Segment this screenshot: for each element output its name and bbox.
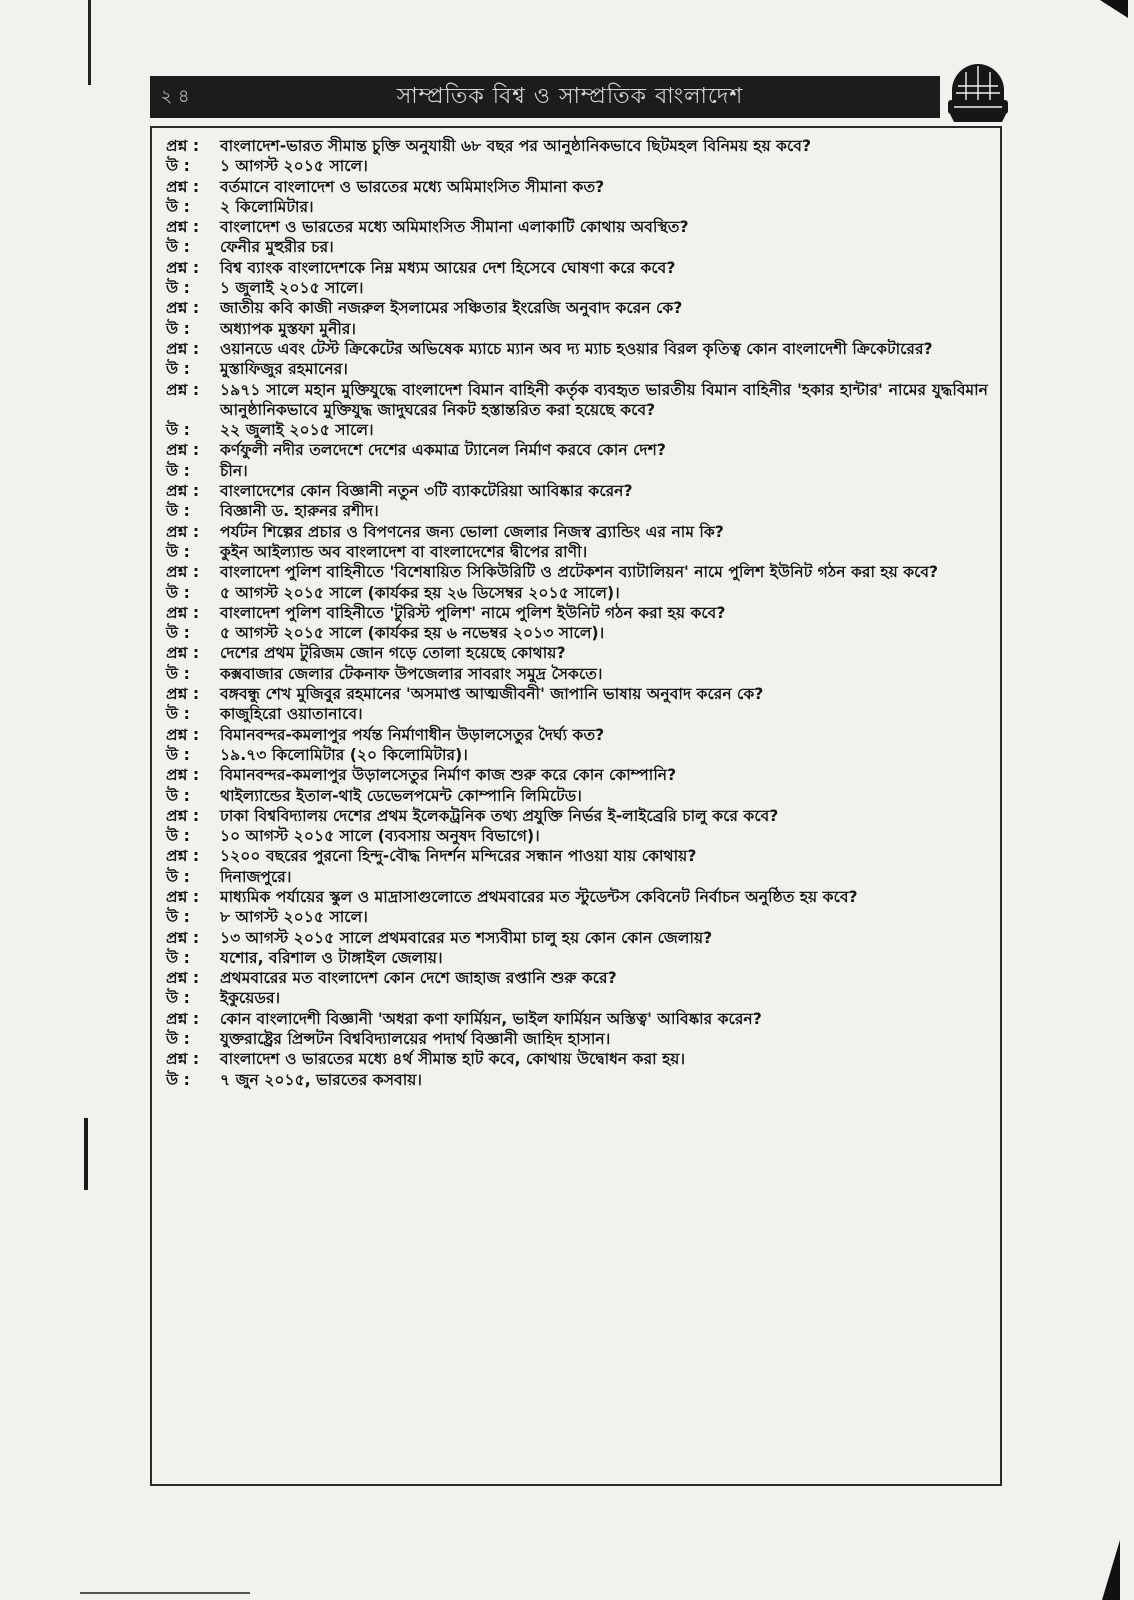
- question-label: প্রশ্ন :: [166, 725, 200, 744]
- question-row: [158, 968, 990, 988]
- question-row: [158, 481, 990, 501]
- answer-label: উ :: [166, 786, 190, 805]
- answer-label: উ :: [166, 360, 190, 379]
- answer-label: উ :: [166, 1030, 190, 1049]
- question-label: প্রশ্ন :: [166, 482, 200, 501]
- question-label: প্রশ্ন :: [166, 806, 200, 825]
- answer-label: উ :: [166, 664, 190, 683]
- question-row: [158, 177, 990, 197]
- question-row: [158, 339, 990, 359]
- answer-label: উ :: [166, 908, 190, 927]
- answer-row: [158, 420, 990, 440]
- scan-edge-mark: [84, 1118, 88, 1190]
- answer-row: [158, 867, 990, 887]
- answer-row: [158, 826, 990, 846]
- answer-row: [158, 988, 990, 1008]
- question-text: বাংলাদেশ পুলিশ বাহিনীতে 'বিশেষায়িত সিকিউরিটি ও প্রটেকশন ব্যাটালিয়ন' নামে পুলিশ ইউনিট গঠন করা হয় কবে?: [220, 563, 939, 582]
- question-text: বাংলাদেশ পুলিশ বাহিনীতে 'টুরিস্ট পুলিশ' নামে পুলিশ ইউনিট গঠন করা হয় কবে?: [220, 603, 726, 622]
- question-label: প্রশ্ন :: [166, 847, 200, 866]
- question-text: বাংলাদেশ ও ভারতের মধ্যে অমিমাংসিত সীমানা এলাকাটি কোথায় অবস্থিত?: [220, 218, 689, 237]
- answer-label: উ :: [166, 745, 190, 764]
- answer-row: [158, 623, 990, 643]
- question-label: প্রশ্ন :: [166, 928, 200, 947]
- answer-text: যুক্তরাষ্ট্রের প্রিন্সটন বিশ্ববিদ্যালয়ের পদার্থ বিজ্ঞানী জাহিদ হাসান।: [220, 1030, 611, 1049]
- question-row: [158, 298, 990, 318]
- question-text: মাধ্যমিক পর্যায়ের স্কুল ও মাদ্রাসাগুলোতে প্রথমবারের মত স্টুডেন্টস কেবিনেট নির্বাচন অনুষ্ঠিত হয় কবে?: [220, 887, 858, 906]
- question-row: [158, 643, 990, 663]
- answer-row: [158, 907, 990, 927]
- answer-text: অধ্যাপক মুস্তফা মুনীর।: [220, 319, 357, 338]
- question-label: প্রশ্ন :: [166, 339, 200, 358]
- question-row: [158, 765, 990, 785]
- question-row: [158, 928, 990, 948]
- question-text: ১২০০ বছরের পুরনো হিন্দু-বৌদ্ধ নিদর্শন মন্দিরের সন্ধান পাওয়া যায় কোথায়?: [220, 847, 697, 866]
- question-row: [158, 136, 990, 156]
- question-row: [158, 217, 990, 237]
- answer-text: ইকুয়েডর।: [220, 989, 281, 1008]
- answer-row: [158, 1070, 990, 1090]
- answer-label: উ :: [166, 421, 190, 440]
- question-label: প্রশ্ন :: [166, 766, 200, 785]
- answer-label: উ :: [166, 461, 190, 480]
- question-label: প্রশ্ন :: [166, 887, 200, 906]
- question-label: প্রশ্ন :: [166, 1009, 200, 1028]
- answer-row: [158, 745, 990, 765]
- question-text: ঢাকা বিশ্ববিদ্যালয় দেশের প্রথম ইলেকট্রনিক তথ্য প্রযুক্তি নির্ভর ই-লাইব্রেরি চালু করে কবে?: [220, 806, 779, 825]
- question-label: প্রশ্ন :: [166, 258, 200, 277]
- answer-label: উ :: [166, 948, 190, 967]
- answer-text: ৮ আগস্ট ২০১৫ সালে।: [220, 908, 368, 927]
- answer-row: [158, 461, 990, 481]
- question-row: [158, 1049, 990, 1069]
- question-text: ওয়ানডে এবং টেস্ট ক্রিকেটের অভিষেক ম্যাচে ম্যান অব দ্য ম্যাচ হওয়ার বিরল কৃতিত্ব কোন বাংলাদেশী ক্রিকেটারের?: [220, 339, 933, 358]
- answer-text: ২ কিলোমিটার।: [220, 197, 314, 216]
- answer-text: দিনাজপুরে।: [220, 867, 292, 886]
- question-label: প্রশ্ন :: [166, 1050, 200, 1069]
- question-label: প্রশ্ন :: [166, 441, 200, 460]
- page-title: সাম্প্রতিক বিশ্ব ও সাম্প্রতিক বাংলাদেশ: [396, 83, 744, 109]
- question-label: প্রশ্ন :: [166, 299, 200, 318]
- question-text: বিমানবন্দর-কমলাপুর পর্যন্ত নির্মাণাধীন উড়ালসেতুর দৈর্ঘ্য কত?: [220, 725, 605, 744]
- answer-row: [158, 542, 990, 562]
- answer-row: [158, 664, 990, 684]
- question-row: [158, 380, 990, 421]
- question-text: দেশের প্রথম টুরিজম জোন গড়ে তোলা হয়েছে কোথায়?: [220, 644, 566, 663]
- question-text: বর্তমানে বাংলাদেশ ও ভারতের মধ্যে অমিমাংসিত সীমানা কত?: [220, 177, 605, 196]
- publisher-logo-icon: [944, 60, 1012, 124]
- answer-label: উ :: [166, 1070, 190, 1089]
- question-text: বাংলাদেশ-ভারত সীমান্ত চুক্তি অনুযায়ী ৬৮ বছর পর আনুষ্ঠানিকভাবে ছিটমহল বিনিময় হয় কবে?: [220, 137, 812, 155]
- answer-text: ১ আগস্ট ২০১৫ সালে।: [220, 157, 368, 176]
- answer-text: ১৯.৭৩ কিলোমিটার (২০ কিলোমিটার)।: [220, 745, 468, 764]
- question-text: বঙ্গবন্ধু শেখ মুজিবুর রহমানের 'অসমাপ্ত আত্মজীবনী' জাপানি ভাষায় অনুবাদ করেন কে?: [220, 685, 764, 704]
- question-label: প্রশ্ন :: [166, 603, 200, 622]
- answer-label: উ :: [166, 157, 190, 176]
- answer-text: ৫ আগস্ট ২০১৫ সালে (কার্যকর হয় ৬ নভেম্বর ২০১৩ সালে)।: [220, 624, 605, 643]
- answer-label: উ :: [166, 624, 190, 643]
- page-corner-mark: [1100, 0, 1128, 18]
- question-row: [158, 440, 990, 460]
- question-text: বিমানবন্দর-কমলাপুর উড়ালসেতুর নির্মাণ কাজ শুরু করে কোন কোম্পানি?: [220, 766, 677, 785]
- answer-row: [158, 359, 990, 379]
- question-row: [158, 1009, 990, 1029]
- answer-text: বিজ্ঞানী ড. হারুনর রশীদ।: [220, 502, 379, 521]
- question-row: [158, 725, 990, 745]
- answer-text: থাইল্যান্ডের ইতাল-থাই ডেভেলপমেন্ট কোম্পানি লিমিটেড।: [220, 786, 582, 805]
- answer-row: [158, 786, 990, 806]
- question-label: প্রশ্ন :: [166, 177, 200, 196]
- answer-text: ১০ আগস্ট ২০১৫ সালে (ব্যবসায় অনুষদ বিভাগে)।: [220, 827, 540, 846]
- answer-label: উ :: [166, 542, 190, 561]
- question-row: [158, 258, 990, 278]
- answer-text: যশোর, বরিশাল ও টাঙ্গাইল জেলায়।: [220, 948, 443, 967]
- question-row: [158, 603, 990, 623]
- answer-label: উ :: [166, 238, 190, 257]
- question-text: পর্যটন শিল্পের প্রচার ও বিপণনের জন্য ভোলা জেলার নিজস্ব ব্র্যান্ডিং এর নাম কি?: [220, 522, 724, 541]
- question-text: বাংলাদেশ ও ভারতের মধ্যে ৪র্থ সীমান্ত হাট কবে, কোথায় উদ্বোধন করা হয়।: [220, 1050, 686, 1069]
- qa-panel: [150, 126, 1002, 1486]
- scan-edge-line: [88, 0, 91, 85]
- answer-text: কুইন আইল্যান্ড অব বাংলাদেশ বা বাংলাদেশের দ্বীপের রাণী।: [220, 542, 588, 561]
- question-label: প্রশ্ন :: [166, 969, 200, 988]
- answer-label: উ :: [166, 705, 190, 724]
- question-text: ১৩ আগস্ট ২০১৫ সালে প্রথমবারের মত শস্যবীমা চালু হয় কোন কোন জেলায়?: [220, 928, 713, 947]
- question-text: বাংলাদেশের কোন বিজ্ঞানী নতুন ৩টি ব্যাকটেরিয়া আবিষ্কার করেন?: [220, 482, 633, 501]
- question-row: [158, 562, 990, 582]
- question-row: [158, 887, 990, 907]
- question-row: [158, 846, 990, 866]
- answer-row: [158, 948, 990, 968]
- question-row: [158, 522, 990, 542]
- answer-row: [158, 156, 990, 176]
- answer-row: [158, 1029, 990, 1049]
- question-label: প্রশ্ন :: [166, 380, 200, 399]
- answer-text: ১ জুলাই ২০১৫ সালে।: [220, 279, 364, 298]
- question-text: প্রথমবারের মত বাংলাদেশ কোন দেশে জাহাজ রপ্তানি শুরু করে?: [220, 969, 617, 988]
- answer-text: ৫ আগস্ট ২০১৫ সালে (কার্যকর হয় ২৬ ডিসেম্বর ২০১৫ সালে)।: [220, 583, 620, 602]
- question-label: প্রশ্ন :: [166, 522, 200, 541]
- answer-label: উ :: [166, 279, 190, 298]
- answer-text: কাজুহিরো ওয়াতানাবে।: [220, 705, 363, 724]
- question-row: [158, 684, 990, 704]
- answer-text: ২২ জুলাই ২০১৫ সালে।: [220, 421, 374, 440]
- question-text: কর্ণফুলী নদীর তলদেশে দেশের একমাত্র ট্যানেল নির্মাণ করবে কোন দেশ?: [220, 441, 666, 460]
- question-label: প্রশ্ন :: [166, 685, 200, 704]
- question-text: বিশ্ব ব্যাংক বাংলাদেশকে নিম্ন মধ্যম আয়ের দেশ হিসেবে ঘোষণা করে কবে?: [220, 258, 676, 277]
- answer-row: [158, 197, 990, 217]
- question-text: কোন বাংলাদেশী বিজ্ঞানী 'অধরা কণা ফার্মিয়ন, ভাইল ফার্মিয়ন অস্তিত্ব' আবিষ্কার করেন?: [220, 1009, 762, 1028]
- answer-row: [158, 704, 990, 724]
- answer-label: উ :: [166, 319, 190, 338]
- question-label: প্রশ্ন :: [166, 563, 200, 582]
- answer-label: উ :: [166, 989, 190, 1008]
- question-label: প্রশ্ন :: [166, 137, 200, 155]
- question-text: ১৯৭১ সালে মহান মুক্তিযুদ্ধে বাংলাদেশ বিমান বাহিনী কর্তৃক ব্যবহৃত ভারতীয় বিমান বাহিনীর 'হকার হান্টার' নামের যুদ্ধবিমান আনুষ্ঠানিকভাবে মুক্তিযুদ্ধ জাদুঘরের নিকট হস্তান্তরিত করা হয়েছে কবে?: [220, 380, 988, 419]
- answer-label: উ :: [166, 827, 190, 846]
- answer-text: মুস্তাফিজুর রহমানের।: [220, 360, 348, 379]
- header-banner: [150, 76, 940, 118]
- answer-text: ৭ জুন ২০১৫, ভারতের কসবায়।: [220, 1070, 422, 1089]
- answer-label: উ :: [166, 583, 190, 602]
- question-label: প্রশ্ন :: [166, 218, 200, 237]
- answer-label: উ :: [166, 867, 190, 886]
- answer-text: চীন।: [220, 461, 248, 480]
- answer-row: [158, 501, 990, 521]
- page-number: ২ ৪: [160, 85, 190, 107]
- answer-label: উ :: [166, 502, 190, 521]
- question-label: প্রশ্ন :: [166, 644, 200, 663]
- answer-row: [158, 237, 990, 257]
- answer-row: [158, 319, 990, 339]
- answer-row: [158, 278, 990, 298]
- answer-row: [158, 583, 990, 603]
- answer-label: উ :: [166, 197, 190, 216]
- page-corner-mark-bottom: [1102, 1540, 1120, 1600]
- answer-text: কক্সবাজার জেলার টেকনাফ উপজেলার সাবরাং সমুদ্র সৈকতে।: [220, 664, 603, 683]
- answer-text: ফেনীর মুহুরীর চর।: [220, 238, 334, 257]
- scan-edge-bottom: [80, 1592, 250, 1594]
- question-text: জাতীয় কবি কাজী নজরুল ইসলামের সঞ্চিতার ইংরেজি অনুবাদ করেন কে?: [220, 299, 683, 318]
- question-row: [158, 806, 990, 826]
